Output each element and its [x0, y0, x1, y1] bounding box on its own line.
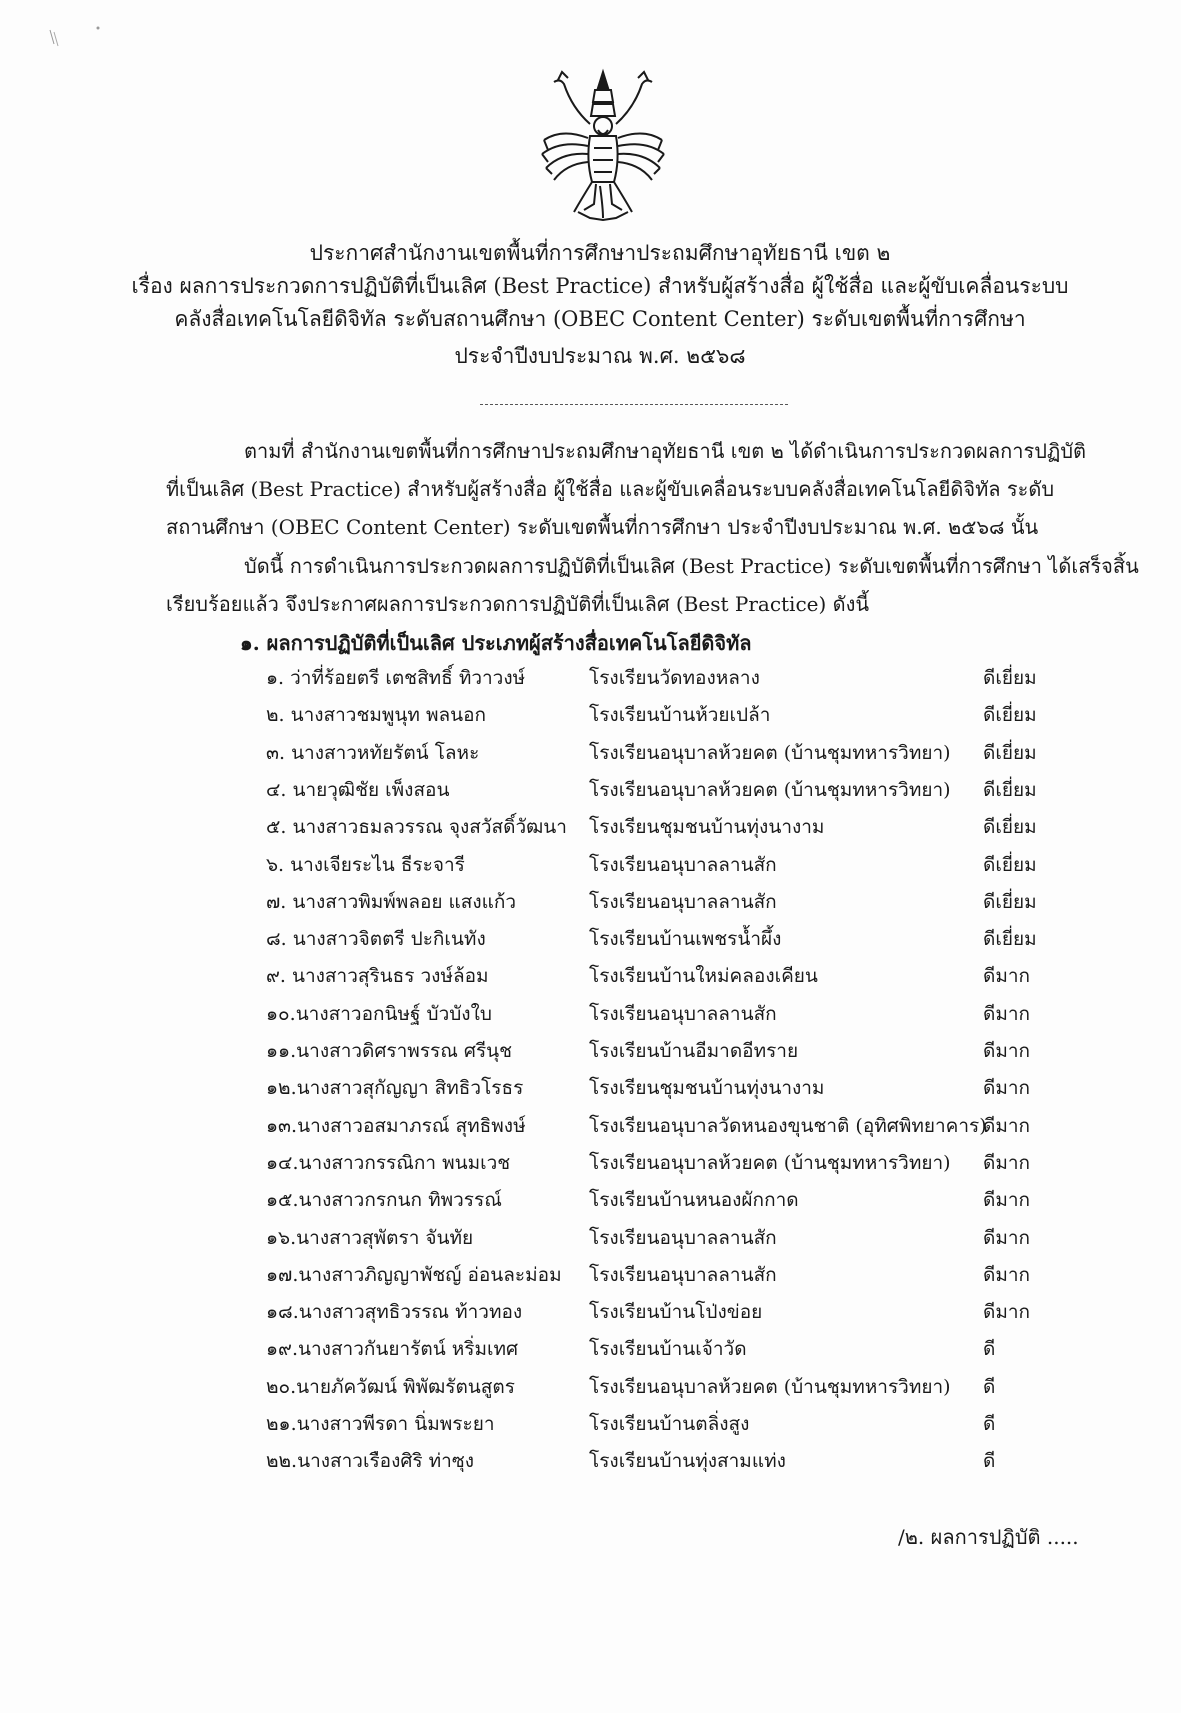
list-item [0, 1257, 1181, 1293]
awardee-name: ๖. นางเจียระไน ธีระจารี [266, 853, 465, 876]
award-rating: ดีมาก [983, 965, 1031, 988]
dashed-divider [480, 404, 788, 405]
awardee-school: โรงเรียนอนุบาลห้วยคต (บ้านชุมทหารวิทยา) [589, 741, 951, 764]
list-item [0, 996, 1181, 1032]
announcement-subject-line-1: เรื่อง ผลการประกวดการปฏิบัติที่เป็นเลิศ (Best Practice) สำหรับผู้สร้างสื่อ ผู้ใช้สื่อ และผู้ขับเคลื่อนระบบ [131, 274, 1069, 298]
awardee-name: ๓. นางสาวหทัยรัตน์ โลหะ [266, 741, 480, 764]
award-rating: ดีเยี่ยม [983, 741, 1037, 764]
award-rating: ดี [983, 1450, 996, 1473]
list-item [0, 1145, 1181, 1181]
awardee-school: โรงเรียนอนุบาลลานสัก [589, 890, 777, 913]
awardee-school: โรงเรียนบ้านเจ้าวัด [589, 1338, 747, 1361]
awardee-school: โรงเรียนชุมชนบ้านทุ่งนางาม [589, 1077, 825, 1100]
awardee-name: ๒๑.นางสาวพีรดา นิ่มพระยา [266, 1413, 495, 1435]
awardee-name: ๘. นางสาวจิตตรี ปะกิเนทัง [266, 928, 486, 951]
awardee-name: ๑๗.นางสาวภิญญาพัชญ์ อ่อนละม่อม [266, 1263, 562, 1286]
list-item [0, 1369, 1181, 1405]
awardee-name: ๑๑.นางสาวดิศราพรรณ ศรีนุช [266, 1040, 513, 1062]
list-item [0, 1406, 1181, 1442]
list-item [0, 958, 1181, 994]
awardee-name: ๑. ว่าที่ร้อยตรี เตชสิทธิ์ ทิวาวงษ์ [266, 667, 526, 689]
list-item [0, 772, 1181, 808]
award-rating: ดีเยี่ยม [983, 667, 1037, 689]
list-item [0, 1331, 1181, 1367]
list-item [0, 697, 1181, 733]
list-item [0, 1070, 1181, 1106]
list-item [0, 735, 1181, 771]
scan-speck-marks [40, 10, 110, 50]
awardee-school: โรงเรียนอนุบาลห้วยคต (บ้านชุมทหารวิทยา) [589, 1151, 951, 1174]
awardee-name: ๙. นางสาวสุรินธร วงษ์ล้อม [266, 965, 489, 988]
award-rating: ดี [983, 1338, 996, 1361]
intro-line-5: เรียบร้อยแล้ว จึงประกาศผลการประกวดการปฏิบัติที่เป็นเลิศ (Best Practice) ดังนี้ [166, 592, 870, 616]
awardee-name: ๑๕.นางสาวกรกนก ทิพวรรณ์ [266, 1189, 502, 1212]
awardee-school: โรงเรียนอนุบาลลานสัก [589, 1002, 777, 1025]
awardee-name: ๑๘.นางสาวสุทธิวรรณ ท้าวทอง [266, 1301, 523, 1324]
awardee-school: โรงเรียนอนุบาลห้วยคต (บ้านชุมทหารวิทยา) [589, 1375, 951, 1398]
award-rating: ดี [983, 1375, 996, 1398]
announcement-subject-line-2: คลังสื่อเทคโนโลยีดิจิทัล ระดับสถานศึกษา (OBEC Content Center) ระดับเขตพื้นที่การศึกษา [174, 307, 1026, 331]
award-rating: ดีมาก [983, 1077, 1031, 1100]
announcement-title: ประกาศสำนักงานเขตพื้นที่การศึกษาประถมศึกษาอุทัยธานี เขต ๒ [309, 241, 891, 265]
awardee-name: ๑๒.นางสาวสุกัญญา สิทธิวโรธร [266, 1077, 524, 1100]
award-rating: ดีมาก [983, 1040, 1031, 1062]
list-item [0, 1443, 1181, 1479]
awardee-name: ๑๔.นางสาวกรรณิกา พนมเวช [266, 1151, 511, 1174]
awardee-school: โรงเรียนอนุบาลลานสัก [589, 1263, 777, 1286]
list-item [0, 1182, 1181, 1218]
awardee-name: ๒. นางสาวชมพูนุท พลนอก [266, 704, 487, 727]
intro-line-1: ตามที่ สำนักงานเขตพื้นที่การศึกษาประถมศึกษาอุทัยธานี เขต ๒ ได้ดำเนินการประกวดผลการปฏิบัติ [244, 439, 1087, 463]
award-rating: ดีมาก [983, 1226, 1031, 1249]
awardee-name: ๒๒.นางสาวเรืองศิริ ท่าซุง [266, 1450, 475, 1473]
awardee-school: โรงเรียนบ้านเพชรน้ำผึ้ง [589, 928, 782, 951]
list-item [0, 921, 1181, 957]
list-item [0, 809, 1181, 845]
awardee-school: โรงเรียนอนุบาลวัดหนองขุนชาติ (อุทิศพิทยาคาร) [589, 1114, 987, 1137]
list-item [0, 660, 1181, 696]
section-1-heading: ๑. ผลการปฏิบัติที่เป็นเลิศ ประเภทผู้สร้างสื่อเทคโนโลยีดิจิทัล [240, 631, 752, 655]
awardee-school: โรงเรียนบ้านใหม่คลองเคียน [589, 965, 818, 988]
list-item [0, 1294, 1181, 1330]
awardee-school: โรงเรียนบ้านตลิ่งสูง [589, 1413, 750, 1435]
list-item [0, 847, 1181, 883]
awardee-school: โรงเรียนวัดทองหลาง [589, 667, 760, 689]
awardee-name: ๑๖.นางสาวสุพัตรา จันทัย [266, 1226, 474, 1249]
awardee-school: โรงเรียนบ้านห้วยเปล้า [589, 704, 771, 727]
intro-line-3: สถานศึกษา (OBEC Content Center) ระดับเขตพื้นที่การศึกษา ประจำปีงบประมาณ พ.ศ. ๒๕๖๘ นั้น [166, 515, 1039, 539]
announcement-fiscal-year: ประจำปีงบประมาณ พ.ศ. ๒๕๖๘ [454, 344, 746, 368]
awardee-school: โรงเรียนบ้านหนองผักกาด [589, 1189, 799, 1212]
awardee-school: โรงเรียนบ้านทุ่งสามแท่ง [589, 1450, 786, 1473]
continuation-note: /๒. ผลการปฏิบัติ ..... [898, 1525, 1079, 1549]
award-rating: ดีเยี่ยม [983, 704, 1037, 727]
award-rating: ดีเยี่ยม [983, 853, 1037, 876]
award-rating: ดีมาก [983, 1301, 1031, 1324]
awardee-school: โรงเรียนบ้านโป่งข่อย [589, 1301, 763, 1324]
garuda-emblem-icon [538, 68, 668, 226]
awardee-name: ๕. นางสาวธมลวรรณ จุงสวัสดิ์วัฒนา [266, 816, 567, 839]
awardee-name: ๒๐.นายภัควัฒน์ พิพัฒรัตนสูตร [266, 1375, 515, 1398]
award-rating: ดีมาก [983, 1263, 1031, 1286]
award-rating: ดีมาก [983, 1114, 1031, 1137]
list-item [0, 1108, 1181, 1144]
awardee-school: โรงเรียนอนุบาลห้วยคต (บ้านชุมทหารวิทยา) [589, 778, 951, 801]
list-item [0, 884, 1181, 920]
awardee-school: โรงเรียนอนุบาลลานสัก [589, 853, 777, 876]
list-item [0, 1033, 1181, 1069]
award-rating: ดีเยี่ยม [983, 928, 1037, 951]
awardee-school: โรงเรียนบ้านอีมาดอีทราย [589, 1040, 799, 1062]
awardee-school: โรงเรียนอนุบาลลานสัก [589, 1226, 777, 1249]
award-rating: ดีเยี่ยม [983, 816, 1037, 839]
awardee-school: โรงเรียนชุมชนบ้านทุ่งนางาม [589, 816, 825, 839]
award-rating: ดีเยี่ยม [983, 778, 1037, 801]
awardee-name: ๗. นางสาวพิมพ์พลอย แสงแก้ว [266, 890, 517, 913]
awardee-name: ๑๙.นางสาวกันยารัตน์ หริ่มเทศ [266, 1338, 519, 1361]
award-rating: ดีมาก [983, 1002, 1031, 1025]
awardee-name: ๑๐.นางสาวอกนิษฐ์ บัวบังใบ [266, 1002, 492, 1025]
award-rating: ดีเยี่ยม [983, 890, 1037, 913]
awardee-name: ๔. นายวุฒิชัย เพ็งสอน [266, 778, 450, 801]
award-rating: ดีมาก [983, 1151, 1031, 1174]
intro-line-2: ที่เป็นเลิศ (Best Practice) สำหรับผู้สร้างสื่อ ผู้ใช้สื่อ และผู้ขับเคลื่อนระบบคลังสื่อเทคโนโลยีดิจิทัล ระดับ [166, 477, 1055, 501]
award-rating: ดี [983, 1413, 996, 1435]
list-item [0, 1220, 1181, 1256]
awardee-name: ๑๓.นางสาวอสมาภรณ์ สุทธิพงษ์ [266, 1114, 526, 1137]
award-rating: ดีมาก [983, 1189, 1031, 1212]
intro-line-4: บัดนี้ การดำเนินการประกวดผลการปฏิบัติที่เป็นเลิศ (Best Practice) ระดับเขตพื้นที่การศึกษา ได้เสร็จสิ้น [244, 554, 1139, 578]
